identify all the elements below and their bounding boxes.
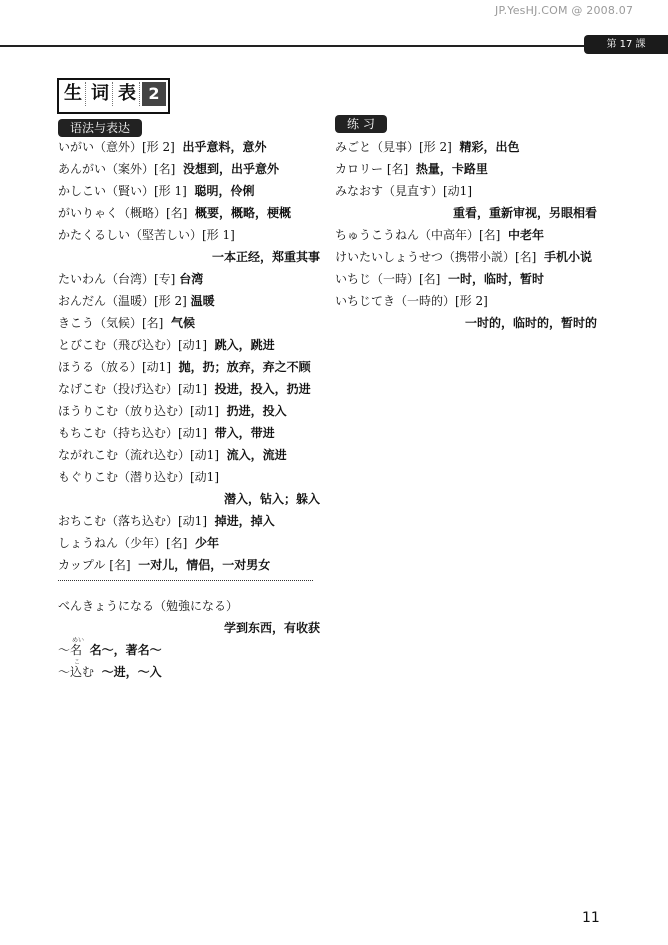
list-item: こ ～込む ～进，～入 — [58, 659, 162, 679]
list-item: おんだん（温暖）[形 2] 温暖 — [58, 294, 215, 308]
list-item: おちこむ（落ち込む）[动1] 掉进，掉入 — [58, 514, 275, 528]
list-item: もぐりこむ（潜り込む）[动1] — [58, 470, 219, 484]
list-item-continuation: 重看，重新审视，另眼相看 — [452, 206, 597, 220]
list-item: カップル [名] 一对儿，情侣，一对男女 — [58, 558, 271, 572]
title-number: 2 — [142, 82, 166, 106]
list-item: ながれこむ（流れ込む）[动1] 流入，流进 — [58, 448, 287, 462]
list-item: べんきょうになる（勉強になる） — [58, 599, 239, 613]
list-item: かたくるしい（堅苦しい）[形 1] — [58, 228, 235, 242]
list-item: たいわん（台湾）[专] 台湾 — [58, 272, 204, 286]
ruby-reading: こ — [74, 659, 81, 666]
right-vocab-list — [335, 138, 597, 338]
list-item: とびこむ（飛び込む）[动1] 跳入，跳进 — [58, 338, 275, 352]
list-item: がいりゃく（概略）[名] 概要，概略，梗概 — [58, 206, 292, 220]
list-item: いちじてき（一時的）[形 2] — [335, 294, 488, 308]
vocab-title — [57, 78, 170, 114]
list-item: ほうりこむ（放り込む）[动1] 扔进，投入 — [58, 404, 287, 418]
list-item-continuation: 潜入，钻入；躲入 — [223, 492, 320, 506]
list-item: ちゅうこうねん（中高年）[名] 中老年 — [335, 228, 545, 242]
list-item: めい ～名 名～，著名～ — [58, 637, 162, 657]
ruby-reading: めい — [72, 637, 85, 644]
header-rule — [0, 45, 668, 47]
title-char-2: 词 — [88, 82, 113, 106]
list-item-continuation: 学到东西，有收获 — [223, 621, 320, 635]
list-item: いがい（意外）[形 2] 出乎意料，意外 — [58, 140, 267, 154]
list-item: ほうる（放る）[动1] 抛，扔；放弃，弃之不顾 — [58, 360, 311, 374]
title-char-1: 生 — [61, 82, 86, 106]
list-item: いちじ（一時）[名] 一时，临时，暂时 — [335, 272, 545, 286]
title-char-3: 表 — [115, 82, 140, 106]
list-item: けいたいしょうせつ（携帯小説）[名] 手机小说 — [335, 250, 593, 264]
list-item: なげこむ（投げ込む）[动1] 投进，投入，扔进 — [58, 382, 311, 396]
list-item-continuation: 一时的，临时的，暂时的 — [464, 316, 597, 330]
list-item: きこう（気候）[名] 气候 — [58, 316, 196, 330]
list-item: みごと（見事）[形 2] 精彩，出色 — [335, 140, 520, 154]
list-item: あんがい（案外）[名] 没想到，出乎意外 — [58, 162, 280, 176]
dotted-separator — [58, 580, 313, 581]
section-grammar: 语法与表达 — [58, 119, 142, 137]
page-number: 11 — [582, 910, 600, 926]
list-item: カロリー [名] 热量，卡路里 — [335, 162, 488, 176]
list-item: もちこむ（持ち込む）[动1] 带入，带进 — [58, 426, 275, 440]
list-item: しょうねん（少年）[名] 少年 — [58, 536, 220, 550]
lesson-tab: 第 17 課 — [584, 35, 668, 54]
watermark: JP.YesHJ.COM @ 2008.07 — [495, 4, 634, 17]
list-item: かしこい（賢い）[形 1] 聪明，伶俐 — [58, 184, 255, 198]
list-item-continuation: 一本正经，郑重其事 — [211, 250, 320, 264]
left-vocab-list-2 — [58, 597, 320, 687]
list-item: みなおす（見直す）[动1] — [335, 184, 472, 198]
left-vocab-list — [58, 138, 320, 578]
section-practice: 练 习 — [335, 115, 387, 133]
